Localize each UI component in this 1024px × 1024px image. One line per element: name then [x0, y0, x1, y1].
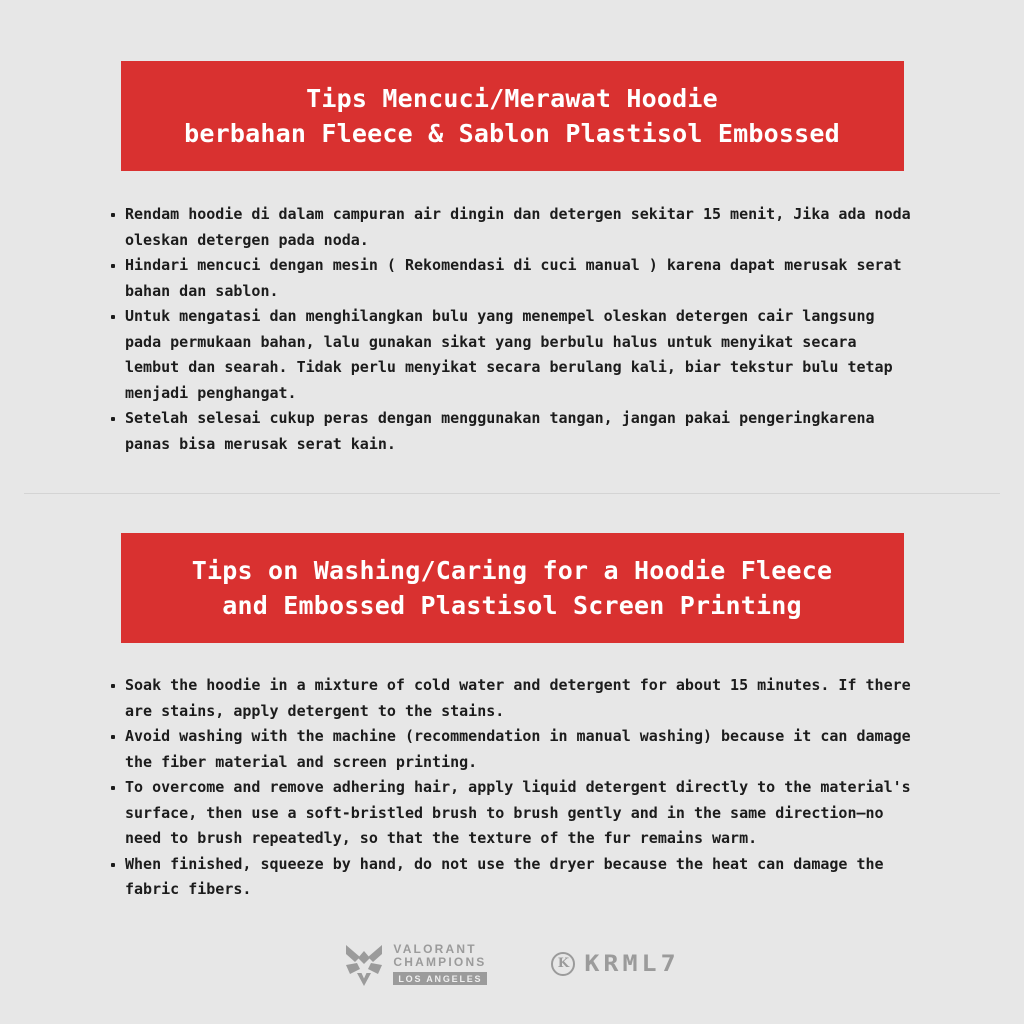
list-item	[109, 852, 915, 903]
valorant-v-icon	[344, 941, 384, 987]
k-monogram-letter: K	[557, 956, 570, 971]
list-item	[109, 304, 915, 406]
valorant-wordmark-line: VALORANT	[393, 941, 477, 956]
header-banner-english	[121, 533, 904, 643]
bullet-text: Soak the hoodie in a mixture of cold water and detergent for about 15 minutes. If there are stains, apply detergent to the stains.	[125, 676, 911, 720]
bullet-text: To overcome and remove adhering hair, apply liquid detergent directly to the material's surface, then use a soft-bristled brush to brush gently and in the same direction—no need to brush repeatedly, so that the texture of the fur remains warm.	[125, 778, 911, 847]
valorant-champions-logo	[344, 941, 487, 987]
krml7-wordmark: KRML7	[584, 950, 680, 977]
bullet-list-english	[109, 673, 915, 903]
list-item	[109, 253, 915, 304]
champions-wordmark-line: CHAMPIONS	[393, 954, 487, 969]
banner-title-line-1: Tips on Washing/Caring for a Hoodie Fleece	[191, 556, 833, 585]
banner-title-line-2: and Embossed Plastisol Screen Printing	[222, 591, 802, 620]
valorant-champions-wordmark	[393, 943, 487, 985]
bullet-text: When finished, squeeze by hand, do not use the dryer because the heat can damage the fabric fibers.	[125, 854, 884, 898]
k-monogram-icon	[551, 952, 575, 976]
bullet-text: Hindari mencuci dengan mesin ( Rekomendasi di cuci manual ) karena dapat merusak serat bahan dan sablon.	[125, 256, 902, 300]
list-item	[109, 775, 915, 852]
section-divider	[24, 493, 1000, 494]
bullet-list-indonesian	[109, 202, 915, 457]
krml7-logo	[551, 949, 679, 978]
bullet-text: Avoid washing with the machine (recommendation in manual washing) because it can damage the fiber material and screen printing.	[125, 727, 911, 771]
bullet-text: Setelah selesai cukup peras dengan menggunakan tangan, jangan pakai pengeringkarena panas bisa merusak serat kain.	[125, 409, 875, 453]
banner-title-line-1: Tips Mencuci/Merawat Hoodie	[306, 84, 718, 113]
list-item	[109, 406, 915, 457]
list-item	[109, 202, 915, 253]
los-angeles-badge: LOS ANGELES	[393, 972, 487, 985]
banner-title-line-2: berbahan Fleece & Sablon Plastisol Embossed	[184, 119, 840, 148]
bullet-text: Rendam hoodie di dalam campuran air dingin dan detergen sekitar 15 menit, Jika ada noda oleskan detergen pada noda.	[125, 205, 911, 249]
header-banner-indonesian	[121, 61, 904, 171]
list-item	[109, 724, 915, 775]
bullet-text: Untuk mengatasi dan menghilangkan bulu yang menempel oleskan detergen cair langsung pada permukaan bahan, lalu gunakan sikat yang berbulu halus untuk menyikat secara lembut dan searah. Tidak perlu menyikat secara berulang kali, biar tekstur bulu tetap menjadi penghangat.	[125, 307, 893, 402]
footer-brand-row	[0, 941, 1024, 987]
list-item	[109, 673, 915, 724]
